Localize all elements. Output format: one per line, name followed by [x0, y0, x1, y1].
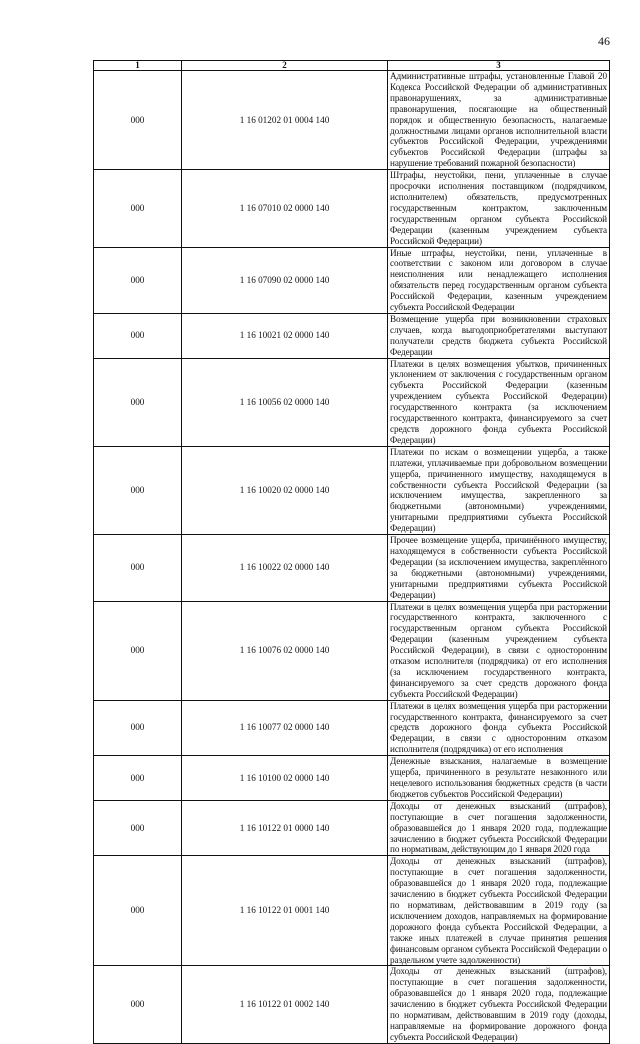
income-description-cell: Доходы от денежных взысканий (штрафов), поступающие в счет погашения задолженности, образовавшейся до 1 января 2020 года, подлежащие зачислению в бюджет субъекта Российской Федерации по нормативам, действовавшим в 2019 году (доходы, направляемые на формирование дорожного фонда субъекта Российской Федерации)	[388, 966, 610, 1043]
table-row	[94, 856, 610, 966]
table-row	[94, 446, 610, 534]
budget-code-cell: 1 16 10122 01 0001 140	[182, 856, 388, 966]
table-row	[94, 170, 610, 247]
table-row	[94, 700, 610, 756]
budget-code-cell: 1 16 10022 02 0000 140	[182, 535, 388, 601]
income-description-cell: Доходы от денежных взысканий (штрафов), поступающие в счет погашения задолженности, образовавшейся до 1 января 2020 года, подлежащие зачислению в бюджет субъекта Российской Федерации по нормативам, действовавшим в 2019 году (за исключением доходов, направляемых на формирование дорожного фонда субъекта Российской Федерации, а также иных платежей в случае принятия решения финансовым органом субъекта Российской Федерации о раздельном учете задолженности)	[388, 856, 610, 966]
administrator-code-cell: 000	[94, 358, 182, 446]
table-row	[94, 313, 610, 358]
page-number: 46	[598, 34, 610, 48]
column-header-1: 1	[94, 61, 182, 71]
table-row	[94, 247, 610, 313]
table-row	[94, 601, 610, 700]
income-description-cell: Платежи в целях возмещения убытков, причиненных уклонением от заключения с государственным органом субъекта Российской Федерации (казенным учреждением субъекта Российской Федерации) государственного контракта (за исключением государственного контракта, финансируемого за счет средств дорожного фонда субъекта Российской Федерации)	[388, 358, 610, 446]
income-description-cell: Прочее возмещение ущерба, причинённого имуществу, находящемуся в собственности субъекта Российской Федерации (за исключением имущества, закреплённого за бюджетными (автономными) учреждениями, унитарными предприятиями субъекта Российской Федерации)	[388, 535, 610, 601]
income-description-cell: Доходы от денежных взысканий (штрафов), поступающие в счет погашения задолженности, образовавшейся до 1 января 2020 года, подлежащие зачислению в бюджет субъекта Российской Федерации по нормативам, действующим до 1 января 2020 года	[388, 800, 610, 856]
budget-code-cell: 1 16 10076 02 0000 140	[182, 601, 388, 700]
income-description-cell: Платежи в целях возмещения ущерба при расторжении государственного контракта, заключенного с государственным органом субъекта Российской Федерации (казенным учреждением субъекта Российской Федерации), в связи с односторонним отказом исполнителя (подрядчика) от его исполнения (за исключением государственного контракта, финансируемого за счет средств дорожного фонда субъекта Российской Федерации)	[388, 601, 610, 700]
administrator-code-cell: 000	[94, 700, 182, 756]
table-row	[94, 535, 610, 601]
table-body	[94, 71, 610, 1044]
income-description-cell: Платежи в целях возмещения ущерба при расторжении государственного контракта, финансируемого за счет средств дорожного фонда субъекта Российской Федерации, в связи с односторонним отказом исполнителя (подрядчика) от его исполнения	[388, 700, 610, 756]
table-row	[94, 966, 610, 1043]
administrator-code-cell: 000	[94, 247, 182, 313]
administrator-code-cell: 000	[94, 800, 182, 856]
table-row	[94, 756, 610, 801]
administrator-code-cell: 000	[94, 535, 182, 601]
administrator-code-cell: 000	[94, 756, 182, 801]
table-row	[94, 71, 610, 170]
administrator-code-cell: 000	[94, 170, 182, 247]
budget-code-cell: 1 16 10122 01 0002 140	[182, 966, 388, 1043]
budget-code-cell: 1 16 10077 02 0000 140	[182, 700, 388, 756]
budget-code-cell: 1 16 10122 01 0000 140	[182, 800, 388, 856]
income-description-cell: Иные штрафы, неустойки, пени, уплаченные в соответствии с законом или договором в случае неисполнения или ненадлежащего исполнения обязательств перед государственным органом субъекта Российской Федерации, казенным учреждением субъекта Российской Федерации	[388, 247, 610, 313]
administrator-code-cell: 000	[94, 313, 182, 358]
administrator-code-cell: 000	[94, 856, 182, 966]
budget-code-cell: 1 16 07010 02 0000 140	[182, 170, 388, 247]
administrator-code-cell: 000	[94, 966, 182, 1043]
income-description-cell: Административные штрафы, установленные Главой 20 Кодекса Российской Федерации об административных правонарушениях, за административные правонарушения, посягающие на общественный порядок и общественную безопасность, налагаемые должностными лицами органов исполнительной власти субъектов Российской Федерации, учреждениями субъектов Российской Федерации (штрафы за нарушение требований пожарной безопасности)	[388, 71, 610, 170]
budget-code-cell: 1 16 10100 02 0000 140	[182, 756, 388, 801]
table-row	[94, 800, 610, 856]
administrator-code-cell: 000	[94, 71, 182, 170]
administrator-code-cell: 000	[94, 446, 182, 534]
income-description-cell: Платежи по искам о возмещении ущерба, а также платежи, уплачиваемые при добровольном возмещении ущерба, причиненного имуществу, находящемуся в собственности субъекта Российской Федерации (за исключением имущества, закрепленного за бюджетными (автономными) учреждениями, унитарными предприятиями субъекта Российской Федерации)	[388, 446, 610, 534]
table-row	[94, 358, 610, 446]
column-header-2: 2	[182, 61, 388, 71]
budget-code-cell: 1 16 10021 02 0000 140	[182, 313, 388, 358]
budget-code-cell: 1 16 07090 02 0000 140	[182, 247, 388, 313]
budget-code-cell: 1 16 10056 02 0000 140	[182, 358, 388, 446]
budget-code-cell: 1 16 01202 01 0004 140	[182, 71, 388, 170]
column-header-3: 3	[388, 61, 610, 71]
income-description-cell: Возмещение ущерба при возникновении страховых случаев, когда выгодоприобретателями выступают получатели средств бюджета субъекта Российской Федерации	[388, 313, 610, 358]
income-description-cell: Денежные взыскания, налагаемые в возмещение ущерба, причиненного в результате незаконного или нецелевого использования бюджетных средств (в части бюджетов субъектов Российской Федерации)	[388, 756, 610, 801]
budget-classification-table	[93, 60, 610, 1044]
table-header-row	[94, 61, 610, 71]
income-description-cell: Штрафы, неустойки, пени, уплаченные в случае просрочки исполнения поставщиком (подрядчиком, исполнителем) обязательств, предусмотренных государственным контрактом, заключенным государственным органом субъекта Российской Федерации (казенным учреждением субъекта Российской Федерации)	[388, 170, 610, 247]
budget-code-cell: 1 16 10020 02 0000 140	[182, 446, 388, 534]
administrator-code-cell: 000	[94, 601, 182, 700]
